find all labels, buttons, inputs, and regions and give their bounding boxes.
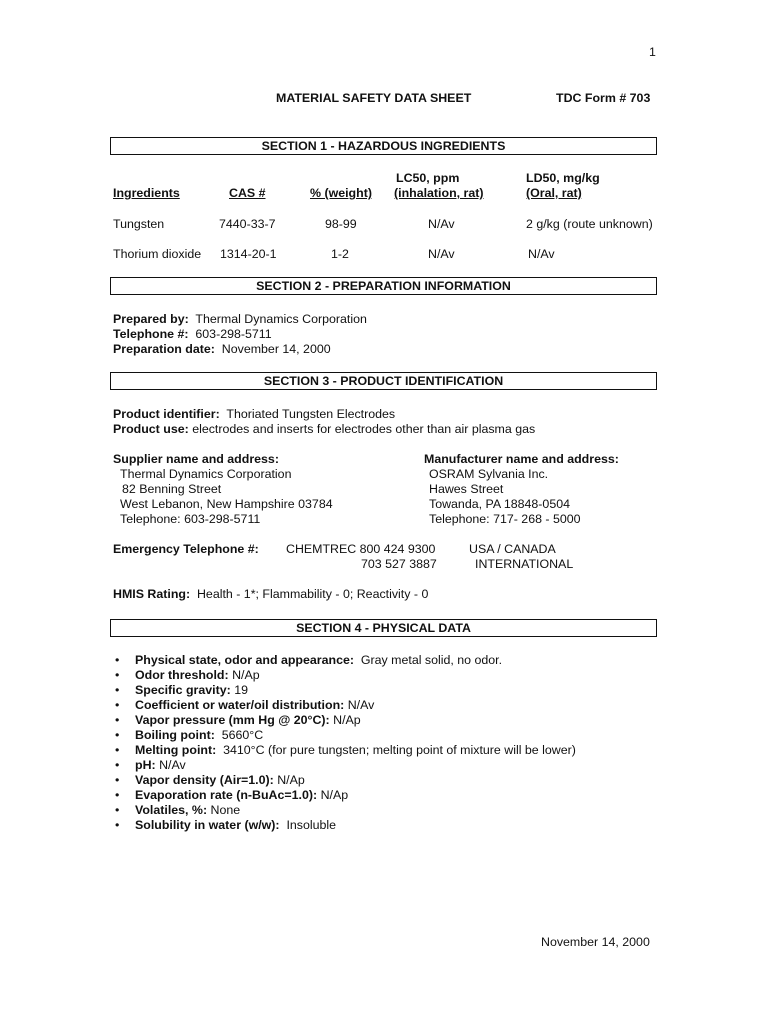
bullet-icon: •	[115, 713, 120, 727]
section4-header: SECTION 4 - PHYSICAL DATA	[110, 619, 657, 637]
manufacturer-line: Hawes Street	[429, 482, 504, 496]
bullet-icon: •	[115, 683, 120, 697]
col-weight: % (weight)	[310, 186, 372, 200]
ingredient-cas: 7440-33-7	[219, 217, 276, 231]
item-label: Solubility in water (w/w):	[135, 818, 280, 832]
manufacturer-line: Telephone: 717- 268 - 5000	[429, 512, 581, 526]
item-label: Volatiles, %:	[135, 803, 208, 817]
document-title: MATERIAL SAFETY DATA SHEET	[276, 91, 472, 105]
item-label: Boiling point:	[135, 728, 215, 742]
bullet-icon: •	[115, 698, 120, 712]
item-label: Vapor density (Air=1.0):	[135, 773, 274, 787]
item-value: 19	[234, 683, 248, 697]
ingredient-ld50: 2 g/kg (route unknown)	[526, 217, 653, 231]
ingredient-lc50: N/Av	[428, 247, 455, 261]
emergency-region: INTERNATIONAL	[475, 557, 574, 571]
item-value: N/Ap	[320, 788, 349, 802]
bullet-icon: •	[115, 743, 120, 757]
ingredient-weight: 98-99	[325, 217, 357, 231]
product-identifier-row	[113, 407, 395, 422]
footer-date: November 14, 2000	[541, 935, 650, 949]
item-value: 5660°C	[221, 728, 264, 742]
product-use-value: electrodes and inserts for electrodes other than air plasma gas	[192, 422, 536, 436]
item-label: Coefficient or water/oil distribution:	[135, 698, 345, 712]
col-ld50-bottom: (Oral, rat)	[526, 186, 582, 200]
telephone-row	[113, 327, 272, 342]
item-label: Vapor pressure (mm Hg @ 20°C):	[135, 713, 330, 727]
item-value: N/Av	[159, 758, 186, 772]
emergency-number: CHEMTREC 800 424 9300	[286, 542, 436, 556]
preparation-date-value: November 14, 2000	[221, 342, 331, 356]
supplier-line: 82 Benning Street	[122, 482, 222, 496]
manufacturer-label: Manufacturer name and address:	[424, 452, 619, 466]
hmis-value: Health - 1*; Flammability - 0; Reactivity - 0	[196, 587, 429, 601]
supplier-line: Thermal Dynamics Corporation	[120, 467, 292, 481]
ingredient-ld50: N/Av	[528, 247, 555, 261]
item-value: Insoluble	[286, 818, 337, 832]
col-cas: CAS #	[229, 186, 266, 200]
list-item	[115, 743, 576, 758]
preparation-date-label: Preparation date:	[113, 342, 215, 356]
item-label: Melting point:	[135, 743, 217, 757]
bullet-icon: •	[115, 728, 120, 742]
bullet-icon: •	[115, 818, 120, 832]
supplier-line: Telephone: 603-298-5711	[120, 512, 261, 526]
emergency-number: 703 527 3887	[361, 557, 437, 571]
item-value: N/Ap	[232, 668, 260, 682]
item-label: pH:	[135, 758, 156, 772]
supplier-line: West Lebanon, New Hampshire 03784	[120, 497, 333, 511]
list-item	[115, 713, 576, 728]
list-item	[115, 758, 576, 773]
prepared-by-value: Thermal Dynamics Corporation	[195, 312, 367, 326]
item-value: Gray metal solid, no odor.	[360, 653, 503, 667]
ingredient-cas: 1314-20-1	[220, 247, 277, 261]
telephone-label: Telephone #:	[113, 327, 189, 341]
item-value: N/Ap	[333, 713, 361, 727]
bullet-icon: •	[115, 803, 120, 817]
emergency-label: Emergency Telephone #:	[113, 542, 259, 556]
emergency-region: USA / CANADA	[469, 542, 556, 556]
page-number: 1	[649, 45, 656, 59]
item-value: None	[210, 803, 241, 817]
list-item	[115, 653, 576, 668]
form-number: TDC Form # 703	[556, 91, 651, 105]
ingredient-lc50: N/Av	[428, 217, 455, 231]
list-item	[115, 803, 576, 818]
bullet-icon: •	[115, 668, 120, 682]
section1-header: SECTION 1 - HAZARDOUS INGREDIENTS	[110, 137, 657, 155]
list-item	[115, 698, 576, 713]
product-identifier-value: Thoriated Tungsten Electrodes	[226, 407, 396, 421]
col-lc50-bottom: (inhalation, rat)	[394, 186, 484, 200]
product-use-label: Product use:	[113, 422, 189, 436]
item-label: Evaporation rate (n-BuAc=1.0):	[135, 788, 318, 802]
ingredient-name: Thorium dioxide	[113, 247, 202, 261]
list-item	[115, 728, 576, 743]
item-value: N/Ap	[277, 773, 305, 787]
col-ingredients: Ingredients	[113, 186, 180, 200]
list-item	[115, 818, 576, 833]
bullet-icon: •	[115, 788, 120, 802]
list-item	[115, 773, 576, 788]
item-value: 3410°C (for pure tungsten; melting point of mixture will be lower)	[223, 743, 576, 757]
item-label: Physical state, odor and appearance:	[135, 653, 354, 667]
hmis-label: HMIS Rating:	[113, 587, 191, 601]
prepared-by-label: Prepared by:	[113, 312, 189, 326]
supplier-label: Supplier name and address:	[113, 452, 279, 466]
prepared-by-row	[113, 312, 367, 327]
manufacturer-line: OSRAM Sylvania Inc.	[429, 467, 549, 481]
ingredient-weight: 1-2	[331, 247, 349, 261]
product-use-row	[113, 422, 535, 437]
list-item	[115, 683, 576, 698]
hmis-row	[113, 587, 428, 602]
bullet-icon: •	[115, 758, 120, 772]
bullet-icon: •	[115, 773, 120, 787]
preparation-date-row	[113, 342, 331, 357]
section2-header: SECTION 2 - PREPARATION INFORMATION	[110, 277, 657, 295]
section3-header: SECTION 3 - PRODUCT IDENTIFICATION	[110, 372, 657, 390]
physical-data-list	[115, 653, 576, 833]
bullet-icon: •	[115, 653, 120, 667]
manufacturer-line: Towanda, PA 18848-0504	[429, 497, 570, 511]
ingredient-name: Tungsten	[113, 217, 165, 231]
telephone-value: 603-298-5711	[195, 327, 272, 341]
col-ld50-top: LD50, mg/kg	[526, 171, 600, 185]
item-label: Specific gravity:	[135, 683, 231, 697]
list-item	[115, 788, 576, 803]
product-identifier-label: Product identifier:	[113, 407, 220, 421]
item-value: N/Av	[347, 698, 375, 712]
list-item	[115, 668, 576, 683]
col-lc50-top: LC50, ppm	[396, 171, 460, 185]
item-label: Odor threshold:	[135, 668, 229, 682]
